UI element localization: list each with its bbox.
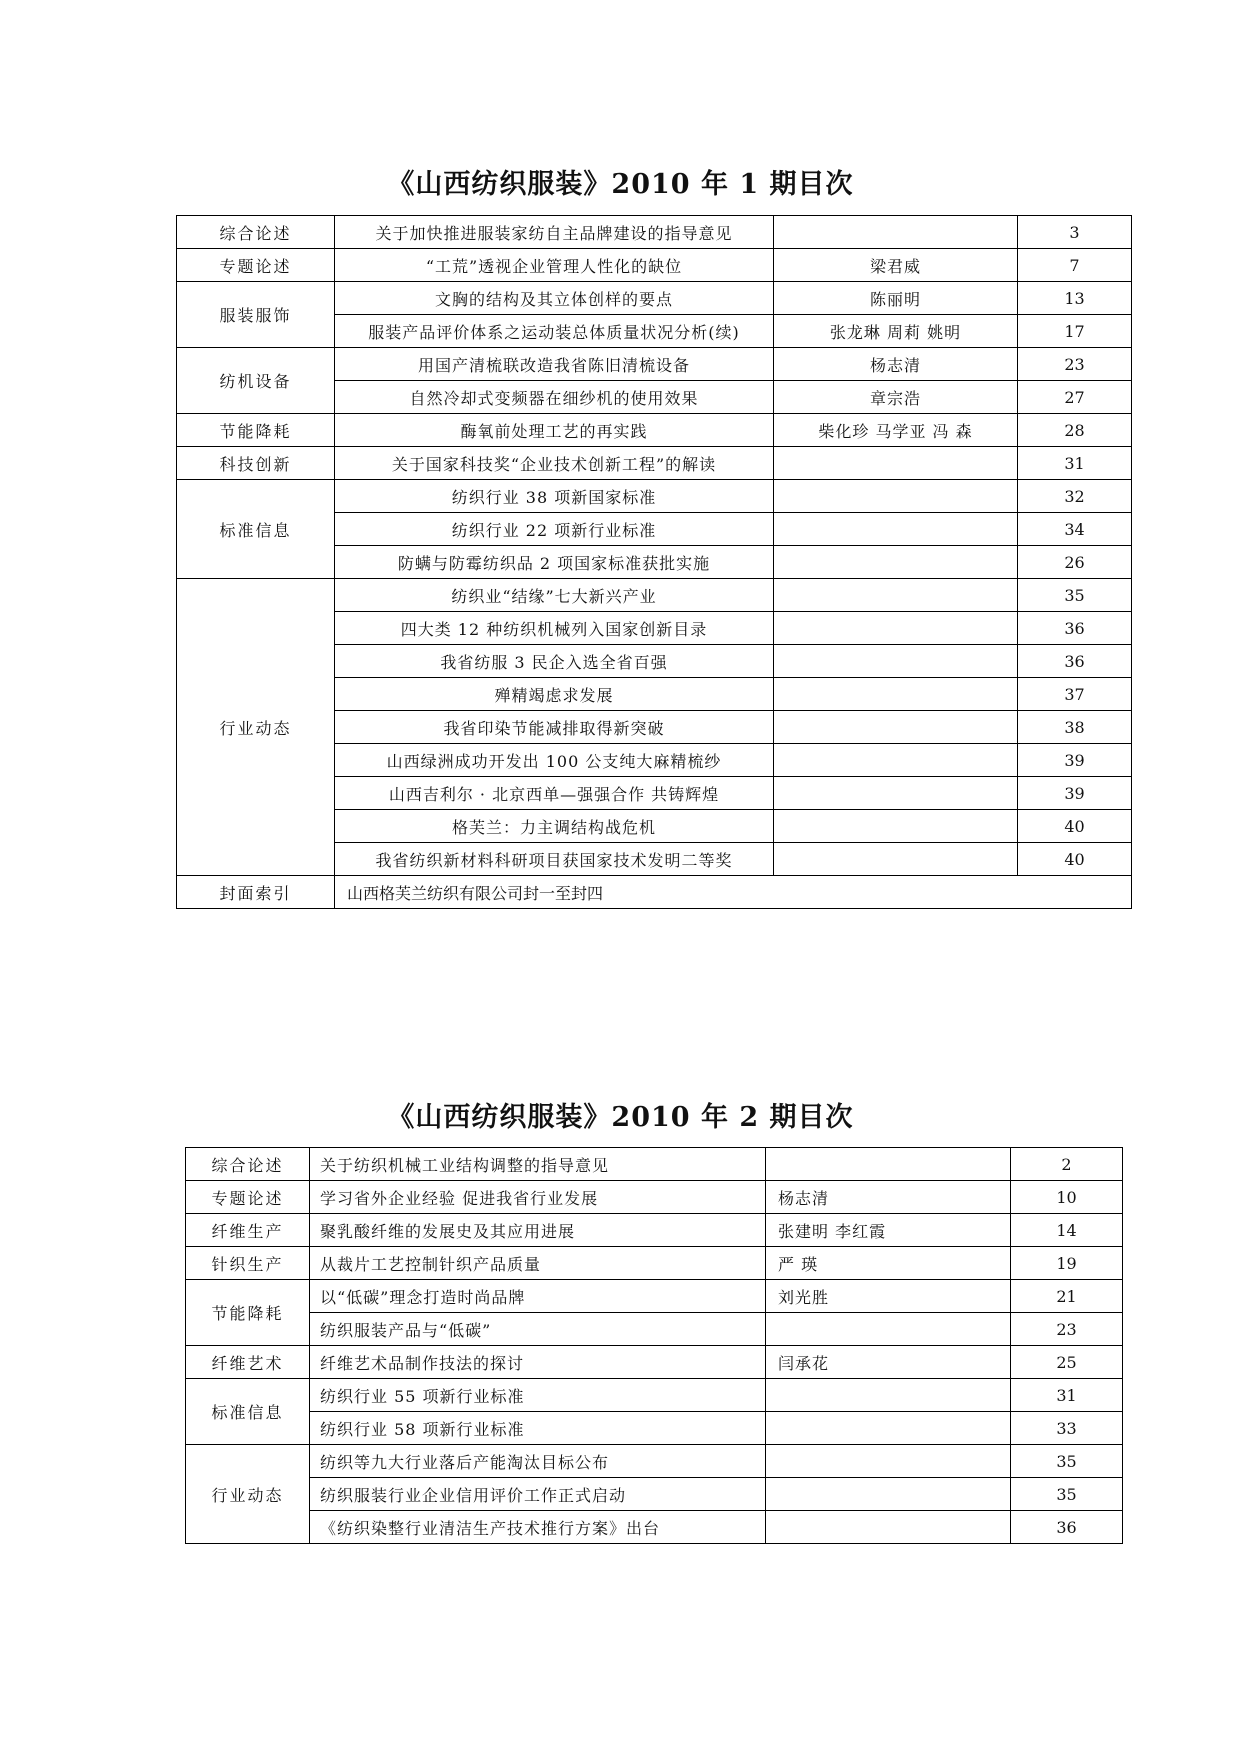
author-cell: 严 瑛 <box>766 1247 1011 1280</box>
article-title-cell: 我省纺服 3 民企入选全省百强 <box>335 645 774 678</box>
page-number-cell: 14 <box>1011 1214 1123 1247</box>
category-cell: 综合论述 <box>177 216 335 249</box>
page-number-cell: 34 <box>1018 513 1132 546</box>
author-cell: 梁君威 <box>774 249 1018 282</box>
category-cell: 节能降耗 <box>186 1280 310 1346</box>
page-number-cell: 21 <box>1011 1280 1123 1313</box>
page-number-cell: 10 <box>1011 1181 1123 1214</box>
category-cell: 标准信息 <box>177 480 335 579</box>
page-number-cell: 36 <box>1011 1511 1123 1544</box>
page-number-cell: 31 <box>1018 447 1132 480</box>
article-title-cell: 山西绿洲成功开发出 100 公支纯大麻精梳纱 <box>335 744 774 777</box>
author-cell <box>774 447 1018 480</box>
author-cell <box>766 1511 1011 1544</box>
author-cell <box>774 546 1018 579</box>
author-cell <box>774 744 1018 777</box>
toc-row <box>186 1280 1123 1313</box>
author-cell <box>774 612 1018 645</box>
article-title-cell: 格芙兰：力主调结构战危机 <box>335 810 774 843</box>
author-cell <box>774 711 1018 744</box>
toc-row <box>186 1412 1123 1445</box>
author-cell <box>766 1148 1011 1181</box>
issue-2-contents-table <box>185 1147 1123 1544</box>
article-title-cell: 关于纺织机械工业结构调整的指导意见 <box>310 1148 766 1181</box>
category-cell: 针织生产 <box>186 1247 310 1280</box>
page-number-cell: 23 <box>1018 348 1132 381</box>
toc-row <box>186 1445 1123 1478</box>
page-number-cell: 13 <box>1018 282 1132 315</box>
author-cell <box>766 1313 1011 1346</box>
toc-row <box>177 216 1132 249</box>
toc-row <box>186 1313 1123 1346</box>
author-cell: 闫承花 <box>766 1346 1011 1379</box>
article-title-cell: 四大类 12 种纺织机械列入国家创新目录 <box>335 612 774 645</box>
page-number-cell: 40 <box>1018 843 1132 876</box>
author-cell: 杨志清 <box>774 348 1018 381</box>
author-cell <box>766 1412 1011 1445</box>
page-number-cell: 39 <box>1018 777 1132 810</box>
author-cell <box>774 777 1018 810</box>
issue-1-title: 《山西纺织服装》2010 年 1 期目次 <box>387 169 854 200</box>
toc-row <box>177 249 1132 282</box>
author-cell <box>774 513 1018 546</box>
cover-index-cell <box>335 876 1132 909</box>
category-cell: 专题论述 <box>177 249 335 282</box>
author-cell <box>766 1445 1011 1478</box>
article-title-cell: 防螨与防霉纺织品 2 项国家标准获批实施 <box>335 546 774 579</box>
page-number-cell: 35 <box>1018 579 1132 612</box>
toc-row <box>186 1214 1123 1247</box>
page-number-cell: 36 <box>1018 645 1132 678</box>
page-number-cell: 37 <box>1018 678 1132 711</box>
toc-row <box>186 1478 1123 1511</box>
author-cell: 刘光胜 <box>766 1280 1011 1313</box>
toc-row <box>186 1346 1123 1379</box>
toc-row <box>186 1379 1123 1412</box>
article-title-cell: 用国产清梳联改造我省陈旧清梳设备 <box>335 348 774 381</box>
article-title-cell: 服装产品评价体系之运动装总体质量状况分析(续) <box>335 315 774 348</box>
article-title-cell: 从裁片工艺控制针织产品质量 <box>310 1247 766 1280</box>
article-title-cell: 纺织服装行业企业信用评价工作正式启动 <box>310 1478 766 1511</box>
category-cell: 纺机设备 <box>177 348 335 414</box>
author-cell <box>774 480 1018 513</box>
issue-1-contents-table <box>176 215 1132 909</box>
page-number-cell: 3 <box>1018 216 1132 249</box>
article-title-cell: 《纺织染整行业清洁生产技术推行方案》出台 <box>310 1511 766 1544</box>
author-cell <box>774 843 1018 876</box>
article-title-cell: 我省纺织新材料科研项目获国家技术发明二等奖 <box>335 843 774 876</box>
page-number-cell: 27 <box>1018 381 1132 414</box>
article-title-cell: 纺织业“结缘”七大新兴产业 <box>335 579 774 612</box>
page-number-cell: 26 <box>1018 546 1132 579</box>
article-title-cell: 纺织行业 38 项新国家标准 <box>335 480 774 513</box>
article-title-cell: 山西吉利尔 · 北京西单—强强合作 共铸辉煌 <box>335 777 774 810</box>
category-cell: 行业动态 <box>186 1445 310 1544</box>
toc-row <box>177 414 1132 447</box>
article-title-cell: 纺织行业 22 项新行业标准 <box>335 513 774 546</box>
author-cell <box>774 216 1018 249</box>
author-cell: 杨志清 <box>766 1181 1011 1214</box>
category-cell: 节能降耗 <box>177 414 335 447</box>
page-number-cell: 35 <box>1011 1445 1123 1478</box>
toc-row <box>186 1511 1123 1544</box>
author-cell <box>774 810 1018 843</box>
article-title-cell: 纺织行业 55 项新行业标准 <box>310 1379 766 1412</box>
page-number-cell: 19 <box>1011 1247 1123 1280</box>
article-title-cell: 纺织行业 58 项新行业标准 <box>310 1412 766 1445</box>
category-cell: 纤维艺术 <box>186 1346 310 1379</box>
author-cell: 张龙琳 周莉 姚明 <box>774 315 1018 348</box>
toc-row <box>177 348 1132 381</box>
cover-page-range: 封一至封四 <box>523 883 604 903</box>
page-number-cell: 39 <box>1018 744 1132 777</box>
article-title-cell: 纺织服装产品与“低碳” <box>310 1313 766 1346</box>
page-number-cell: 2 <box>1011 1148 1123 1181</box>
category-cell: 行业动态 <box>177 579 335 876</box>
article-title-cell: 以“低碳”理念打造时尚品牌 <box>310 1280 766 1313</box>
cover-company-name: 山西格芙兰纺织有限公司 <box>347 883 524 903</box>
toc-row <box>186 1148 1123 1181</box>
article-title-cell: 我省印染节能减排取得新突破 <box>335 711 774 744</box>
page-number-cell: 28 <box>1018 414 1132 447</box>
author-cell: 张建明 李红霞 <box>766 1214 1011 1247</box>
page-number-cell: 25 <box>1011 1346 1123 1379</box>
author-cell <box>774 579 1018 612</box>
category-cell: 科技创新 <box>177 447 335 480</box>
page-number-cell: 40 <box>1018 810 1132 843</box>
issue-2-title: 《山西纺织服装》2010 年 2 期目次 <box>387 1102 854 1133</box>
article-title-cell: 殚精竭虑求发展 <box>335 678 774 711</box>
author-cell <box>766 1478 1011 1511</box>
category-cell: 封面索引 <box>177 876 335 909</box>
page-number-cell: 36 <box>1018 612 1132 645</box>
article-title-cell: 关于国家科技奖“企业技术创新工程”的解读 <box>335 447 774 480</box>
page-number-cell: 33 <box>1011 1412 1123 1445</box>
article-title-cell: 纤维艺术品制作技法的探讨 <box>310 1346 766 1379</box>
category-cell: 综合论述 <box>186 1148 310 1181</box>
toc-row <box>177 447 1132 480</box>
toc-row <box>177 579 1132 612</box>
page-number-cell: 23 <box>1011 1313 1123 1346</box>
article-title-cell: “工荒”透视企业管理人性化的缺位 <box>335 249 774 282</box>
article-title-cell: 学习省外企业经验 促进我省行业发展 <box>310 1181 766 1214</box>
cover-index-row <box>177 876 1132 909</box>
page-number-cell: 7 <box>1018 249 1132 282</box>
page-number-cell: 17 <box>1018 315 1132 348</box>
article-title-cell: 酶氧前处理工艺的再实践 <box>335 414 774 447</box>
article-title-cell: 关于加快推进服装家纺自主品牌建设的指导意见 <box>335 216 774 249</box>
category-cell: 专题论述 <box>186 1181 310 1214</box>
page-number-cell: 31 <box>1011 1379 1123 1412</box>
toc-row <box>186 1181 1123 1214</box>
toc-row <box>177 282 1132 315</box>
article-title-cell: 聚乳酸纤维的发展史及其应用进展 <box>310 1214 766 1247</box>
category-cell: 标准信息 <box>186 1379 310 1445</box>
page-number-cell: 35 <box>1011 1478 1123 1511</box>
article-title-cell: 自然冷却式变频器在细纱机的使用效果 <box>335 381 774 414</box>
category-cell: 纤维生产 <box>186 1214 310 1247</box>
author-cell: 章宗浩 <box>774 381 1018 414</box>
page-number-cell: 38 <box>1018 711 1132 744</box>
page-number-cell: 32 <box>1018 480 1132 513</box>
author-cell <box>774 645 1018 678</box>
category-cell: 服装服饰 <box>177 282 335 348</box>
author-cell: 柴化珍 马学亚 冯 森 <box>774 414 1018 447</box>
author-cell <box>774 678 1018 711</box>
toc-row <box>177 480 1132 513</box>
author-cell <box>766 1379 1011 1412</box>
author-cell: 陈丽明 <box>774 282 1018 315</box>
article-title-cell: 文胸的结构及其立体创样的要点 <box>335 282 774 315</box>
toc-row <box>186 1247 1123 1280</box>
article-title-cell: 纺织等九大行业落后产能淘汰目标公布 <box>310 1445 766 1478</box>
